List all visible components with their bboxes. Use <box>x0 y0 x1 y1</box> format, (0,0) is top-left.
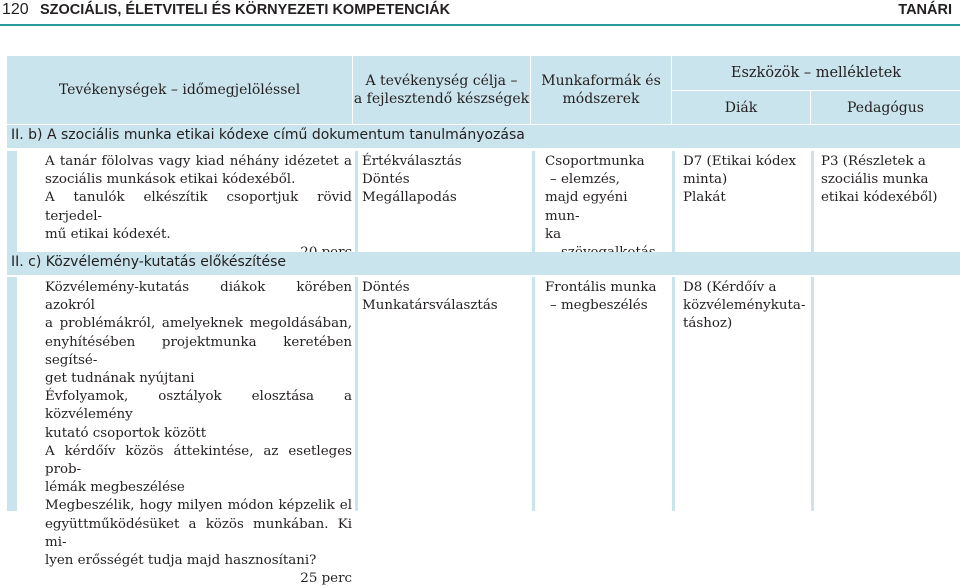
header-methods <box>531 56 671 124</box>
section-row-c <box>7 277 960 587</box>
header-activities-label: Tevékenységek – időmegjelöléssel <box>58 82 301 98</box>
activity-line: lyen erősségét tudja majd hasznosítani? <box>45 553 317 569</box>
header-goals-line1: A tevékenység célja – <box>365 73 518 89</box>
goal-item: Döntés <box>362 172 410 188</box>
teacher-tool-item: etikai kódexéből) <box>821 190 938 206</box>
header-tools <box>672 56 960 90</box>
activity-line: lémák megbeszélése <box>45 480 185 496</box>
methods-cell <box>535 277 672 511</box>
goals-cell <box>358 151 532 252</box>
activity-line: Közvélemény-kutatás diákok körében azokról <box>45 280 352 314</box>
goal-item: Döntés <box>362 280 410 295</box>
teacher-tools-cell <box>814 151 960 252</box>
section-heading-label: II. b) A szociális munka etikai kódexe című dokumentum tanulmányozása <box>11 127 525 143</box>
activity-line: A tanár fölolvas vagy kiad néhány idézetet a <box>45 154 352 169</box>
student-tool-item: közvéleménykuta- <box>683 298 806 314</box>
teacher-tool-item: P3 (Részletek a <box>821 154 926 169</box>
student-tool-item: Plakát <box>683 190 726 206</box>
student-tool-item: minta) <box>683 172 728 188</box>
method-item: ka <box>545 226 562 242</box>
activity-line: szociális munkások etikai kódexéből. <box>45 172 296 188</box>
page-header <box>0 0 960 26</box>
goals-cell <box>358 277 532 511</box>
activity-line: Évfolyamok, osztályok elosztása a közvélemény <box>45 389 352 423</box>
activity-line: mű etikai kódexét. <box>45 226 171 242</box>
teacher-label: TANÁRI <box>898 2 952 18</box>
header-teacher-label: Pedagógus <box>847 99 924 116</box>
time-label: 25 perc <box>300 571 352 587</box>
method-item: majd egyéni mun- <box>545 190 628 224</box>
student-tools-cell <box>675 277 811 511</box>
activity-line: A tanulók elkészítik csoportjuk rövid terjedel- <box>45 190 352 224</box>
chapter-title: SZOCIÁLIS, ÉLETVITELI ÉS KÖRNYEZETI KOMPETENCIÁK <box>40 2 451 18</box>
goal-item: Munkatársválasztás <box>362 298 498 314</box>
student-tools-cell <box>675 151 811 252</box>
method-item: Csoportmunka <box>545 154 645 169</box>
header-methods-line1: Munkaformák és <box>541 73 661 89</box>
header-goals-line2: a fejlesztendő készségek <box>353 91 530 107</box>
activity-line: a problémákról, amelyeknek megoldásában, <box>45 316 352 332</box>
header-teacher <box>811 91 960 124</box>
method-item: – megbeszélés <box>550 298 648 314</box>
student-tool-item: D7 (Etikai kódex <box>683 154 797 169</box>
divider <box>352 56 353 124</box>
section-heading-c <box>7 252 960 275</box>
section-heading-b <box>7 125 960 148</box>
methods-cell <box>535 151 672 252</box>
activity-cell <box>17 277 355 587</box>
lesson-plan-table <box>7 56 960 587</box>
section-heading-label: II. c) Közvélemény-kutatás előkészítése <box>11 254 287 270</box>
divider <box>672 90 960 91</box>
activity-line: kutató csoportok között <box>45 425 207 441</box>
teacher-tool-item: szociális munka <box>821 172 929 188</box>
header-student <box>672 91 810 124</box>
activity-cell <box>17 151 355 252</box>
header-activities <box>7 56 352 124</box>
method-item: Frontális munka <box>545 280 657 295</box>
method-item: – elemzés, <box>550 172 620 188</box>
goal-item: Értékválasztás <box>362 154 462 169</box>
teacher-tools-cell <box>814 277 960 511</box>
header-rule <box>0 24 960 26</box>
header-tools-label: Eszközök – mellékletek <box>730 65 902 81</box>
student-tool-item: D8 (Kérdőív a <box>683 280 777 295</box>
section-row-b <box>7 151 960 252</box>
activity-line: A kérdőív közös áttekintése, az esetleges prob- <box>45 443 352 478</box>
student-tool-item: táshoz) <box>683 316 733 332</box>
activity-line: együttműködésüket a közös munkában. Ki mi- <box>45 516 352 550</box>
activity-line: get tudnának nyújtani <box>45 371 195 387</box>
table-header <box>7 56 960 124</box>
activity-line: Megbeszélik, hogy milyen módon képzelik el <box>45 498 352 514</box>
goal-item: Megállapodás <box>362 190 457 206</box>
header-student-label: Diák <box>724 99 758 116</box>
divider <box>810 91 811 124</box>
activity-line: enyhítésében projektmunka keretében segítsé- <box>45 334 352 368</box>
header-goals <box>353 56 530 124</box>
divider <box>530 56 531 124</box>
header-methods-line2: módszerek <box>562 91 640 107</box>
page-number: 120 <box>2 1 29 18</box>
